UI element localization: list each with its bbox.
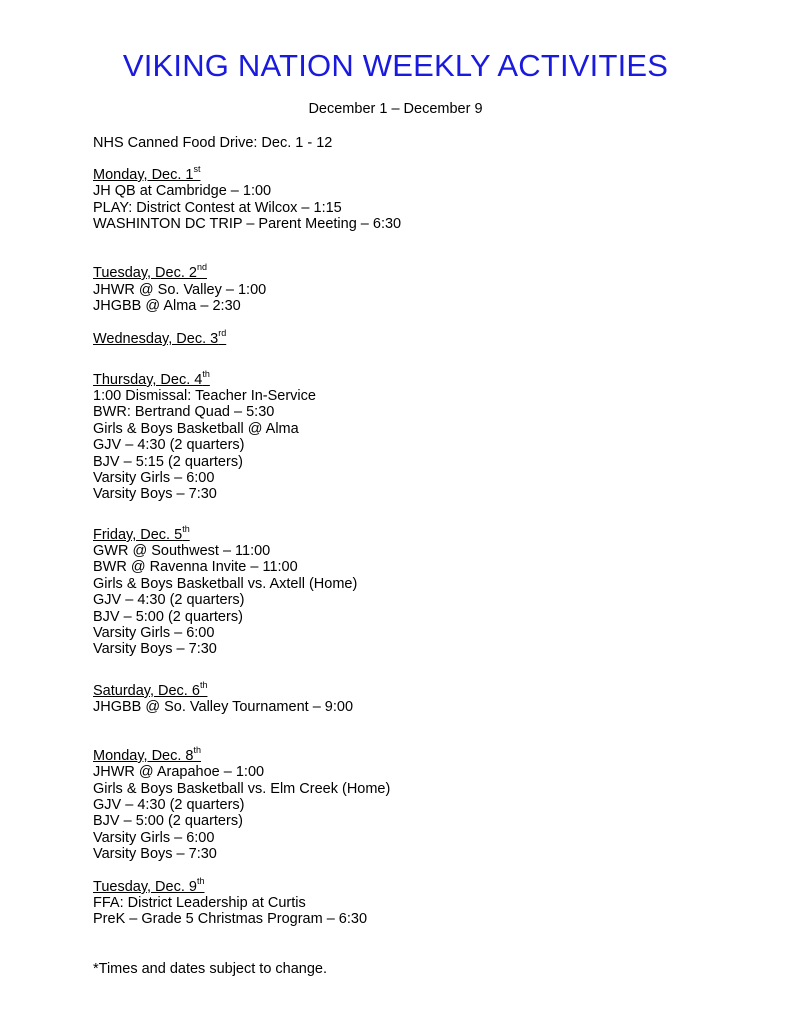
event-item: JHGBB @ Alma – 2:30: [93, 298, 241, 314]
event-item: BWR @ Ravenna Invite – 11:00: [93, 559, 298, 575]
day-heading-wednesday-dec-3: Wednesday, Dec. 3rd: [93, 328, 227, 347]
event-item: BJV – 5:00 (2 quarters): [93, 609, 243, 625]
announcement-canned-food-drive: NHS Canned Food Drive: Dec. 1 - 12: [93, 135, 333, 151]
page-title: VIKING NATION WEEKLY ACTIVITIES: [122, 48, 669, 83]
day-heading-monday-dec-1: Monday, Dec. 1st: [93, 164, 201, 183]
event-item: GJV – 4:30 (2 quarters): [93, 592, 245, 608]
event-item: JHGBB @ So. Valley Tournament – 9:00: [93, 699, 354, 715]
date-range: December 1 – December 9: [308, 101, 483, 117]
event-item: Girls & Boys Basketball vs. Axtell (Home): [93, 576, 358, 592]
event-item: GWR @ Southwest – 11:00: [93, 543, 271, 559]
event-item: JH QB at Cambridge – 1:00: [93, 183, 272, 199]
event-item: WASHINTON DC TRIP – Parent Meeting – 6:30: [93, 216, 402, 232]
event-item: Girls & Boys Basketball @ Alma: [93, 421, 299, 437]
event-item: JHWR @ So. Valley – 1:00: [93, 282, 267, 298]
event-item: GJV – 4:30 (2 quarters): [93, 437, 245, 453]
event-item: Varsity Boys – 7:30: [93, 641, 217, 657]
day-heading-thursday-dec-4: Thursday, Dec. 4th: [93, 369, 210, 388]
event-item: PLAY: District Contest at Wilcox – 1:15: [93, 200, 342, 216]
event-item: Girls & Boys Basketball vs. Elm Creek (Home): [93, 781, 391, 797]
event-item: JHWR @ Arapahoe – 1:00: [93, 764, 265, 780]
event-item: 1:00 Dismissal: Teacher In-Service: [93, 388, 316, 404]
footnote: *Times and dates subject to change.: [93, 961, 328, 977]
event-item: BWR: Bertrand Quad – 5:30: [93, 404, 275, 420]
event-item: BJV – 5:00 (2 quarters): [93, 813, 243, 829]
event-item: FFA: District Leadership at Curtis: [93, 895, 306, 911]
event-item: GJV – 4:30 (2 quarters): [93, 797, 245, 813]
day-heading-tuesday-dec-9: Tuesday, Dec. 9th: [93, 876, 205, 895]
event-item: Varsity Girls – 6:00: [93, 830, 215, 846]
event-item: Varsity Girls – 6:00: [93, 470, 215, 486]
event-item: Varsity Girls – 6:00: [93, 625, 215, 641]
event-item: BJV – 5:15 (2 quarters): [93, 454, 243, 470]
event-item: Varsity Boys – 7:30: [93, 846, 217, 862]
event-item: Varsity Boys – 7:30: [93, 486, 217, 502]
day-heading-saturday-dec-6: Saturday, Dec. 6th: [93, 680, 208, 699]
day-heading-monday-dec-8: Monday, Dec. 8th: [93, 745, 201, 764]
day-heading-tuesday-dec-2: Tuesday, Dec. 2nd: [93, 262, 207, 281]
day-heading-friday-dec-5: Friday, Dec. 5th: [93, 524, 190, 543]
event-item: PreK – Grade 5 Christmas Program – 6:30: [93, 911, 368, 927]
